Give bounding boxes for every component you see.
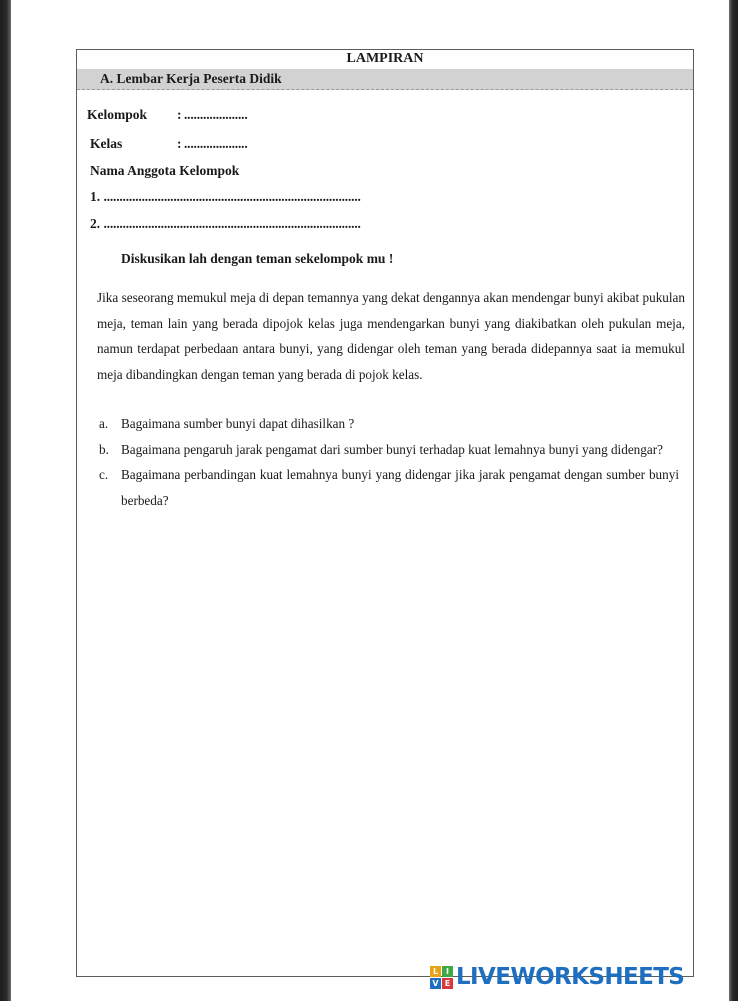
question-item <box>99 462 679 513</box>
question-item <box>99 411 679 437</box>
logo-tile: E <box>442 978 453 989</box>
right-page-shadow <box>729 0 738 1001</box>
logo-tile: V <box>430 978 441 989</box>
section-heading: A. Lembar Kerja Peserta Didik <box>77 69 693 90</box>
question-text: Bagaimana sumber bunyi dapat dihasilkan ? <box>121 416 355 431</box>
question-text: Bagaimana perbandingan kuat lemahnya bunyi yang didengar jika jarak pengamat dengan sumber bunyi berbeda? <box>121 467 679 508</box>
class-blank[interactable]: .................... <box>184 136 248 151</box>
class-colon: : <box>177 136 182 151</box>
left-page-shadow <box>0 0 11 1001</box>
logo-tile: L <box>430 966 441 977</box>
liveworksheets-logo-icon <box>430 966 453 989</box>
group-field <box>87 107 248 123</box>
question-marker: a. <box>99 416 109 431</box>
member-line-2 <box>90 216 361 232</box>
scenario-paragraph: Jika seseorang memukul meja di depan temannya yang dekat dengannya akan mendengar bunyi akibat pukulan meja, teman lain yang berada dipojok kelas juga mendengarkan bunyi yang diakibatkan oleh pukulan meja, namun terdapat perbedaan antara bunyi, yang didengar oleh teman yang berada didepannya saat ia memukul meja dibandingkan dengan teman yang berada di pojok kelas. <box>97 290 685 382</box>
question-marker: b. <box>99 441 109 457</box>
question-marker: c. <box>99 467 109 482</box>
watermark-text: LIVEWORKSHEETS <box>456 964 685 990</box>
question-text: Bagaimana pengaruh jarak pengamat dari sumber bunyi terhadap kuat lemahnya bunyi yang didengar? <box>121 441 663 457</box>
class-label: Kelas <box>90 136 123 151</box>
class-field <box>90 136 248 152</box>
liveworksheets-watermark <box>430 963 684 991</box>
member-2-number: 2. <box>90 216 101 231</box>
member-line-1 <box>90 189 361 205</box>
member-1-blank[interactable]: ................................................................................. <box>103 189 361 204</box>
group-blank[interactable]: .................... <box>184 107 248 122</box>
members-heading: Nama Anggota Kelompok <box>90 163 240 178</box>
member-2-blank[interactable]: ................................................................................. <box>103 216 361 231</box>
instruction-text: Diskusikan lah dengan teman sekelompok mu ! <box>121 251 394 266</box>
member-1-number: 1. <box>90 189 101 204</box>
group-label: Kelompok <box>87 107 148 122</box>
question-list <box>99 411 679 513</box>
page-title: LAMPIRAN <box>346 51 424 66</box>
group-colon: : <box>177 107 182 122</box>
logo-tile: I <box>442 966 453 977</box>
question-item <box>99 437 679 463</box>
worksheet-page <box>76 49 694 977</box>
